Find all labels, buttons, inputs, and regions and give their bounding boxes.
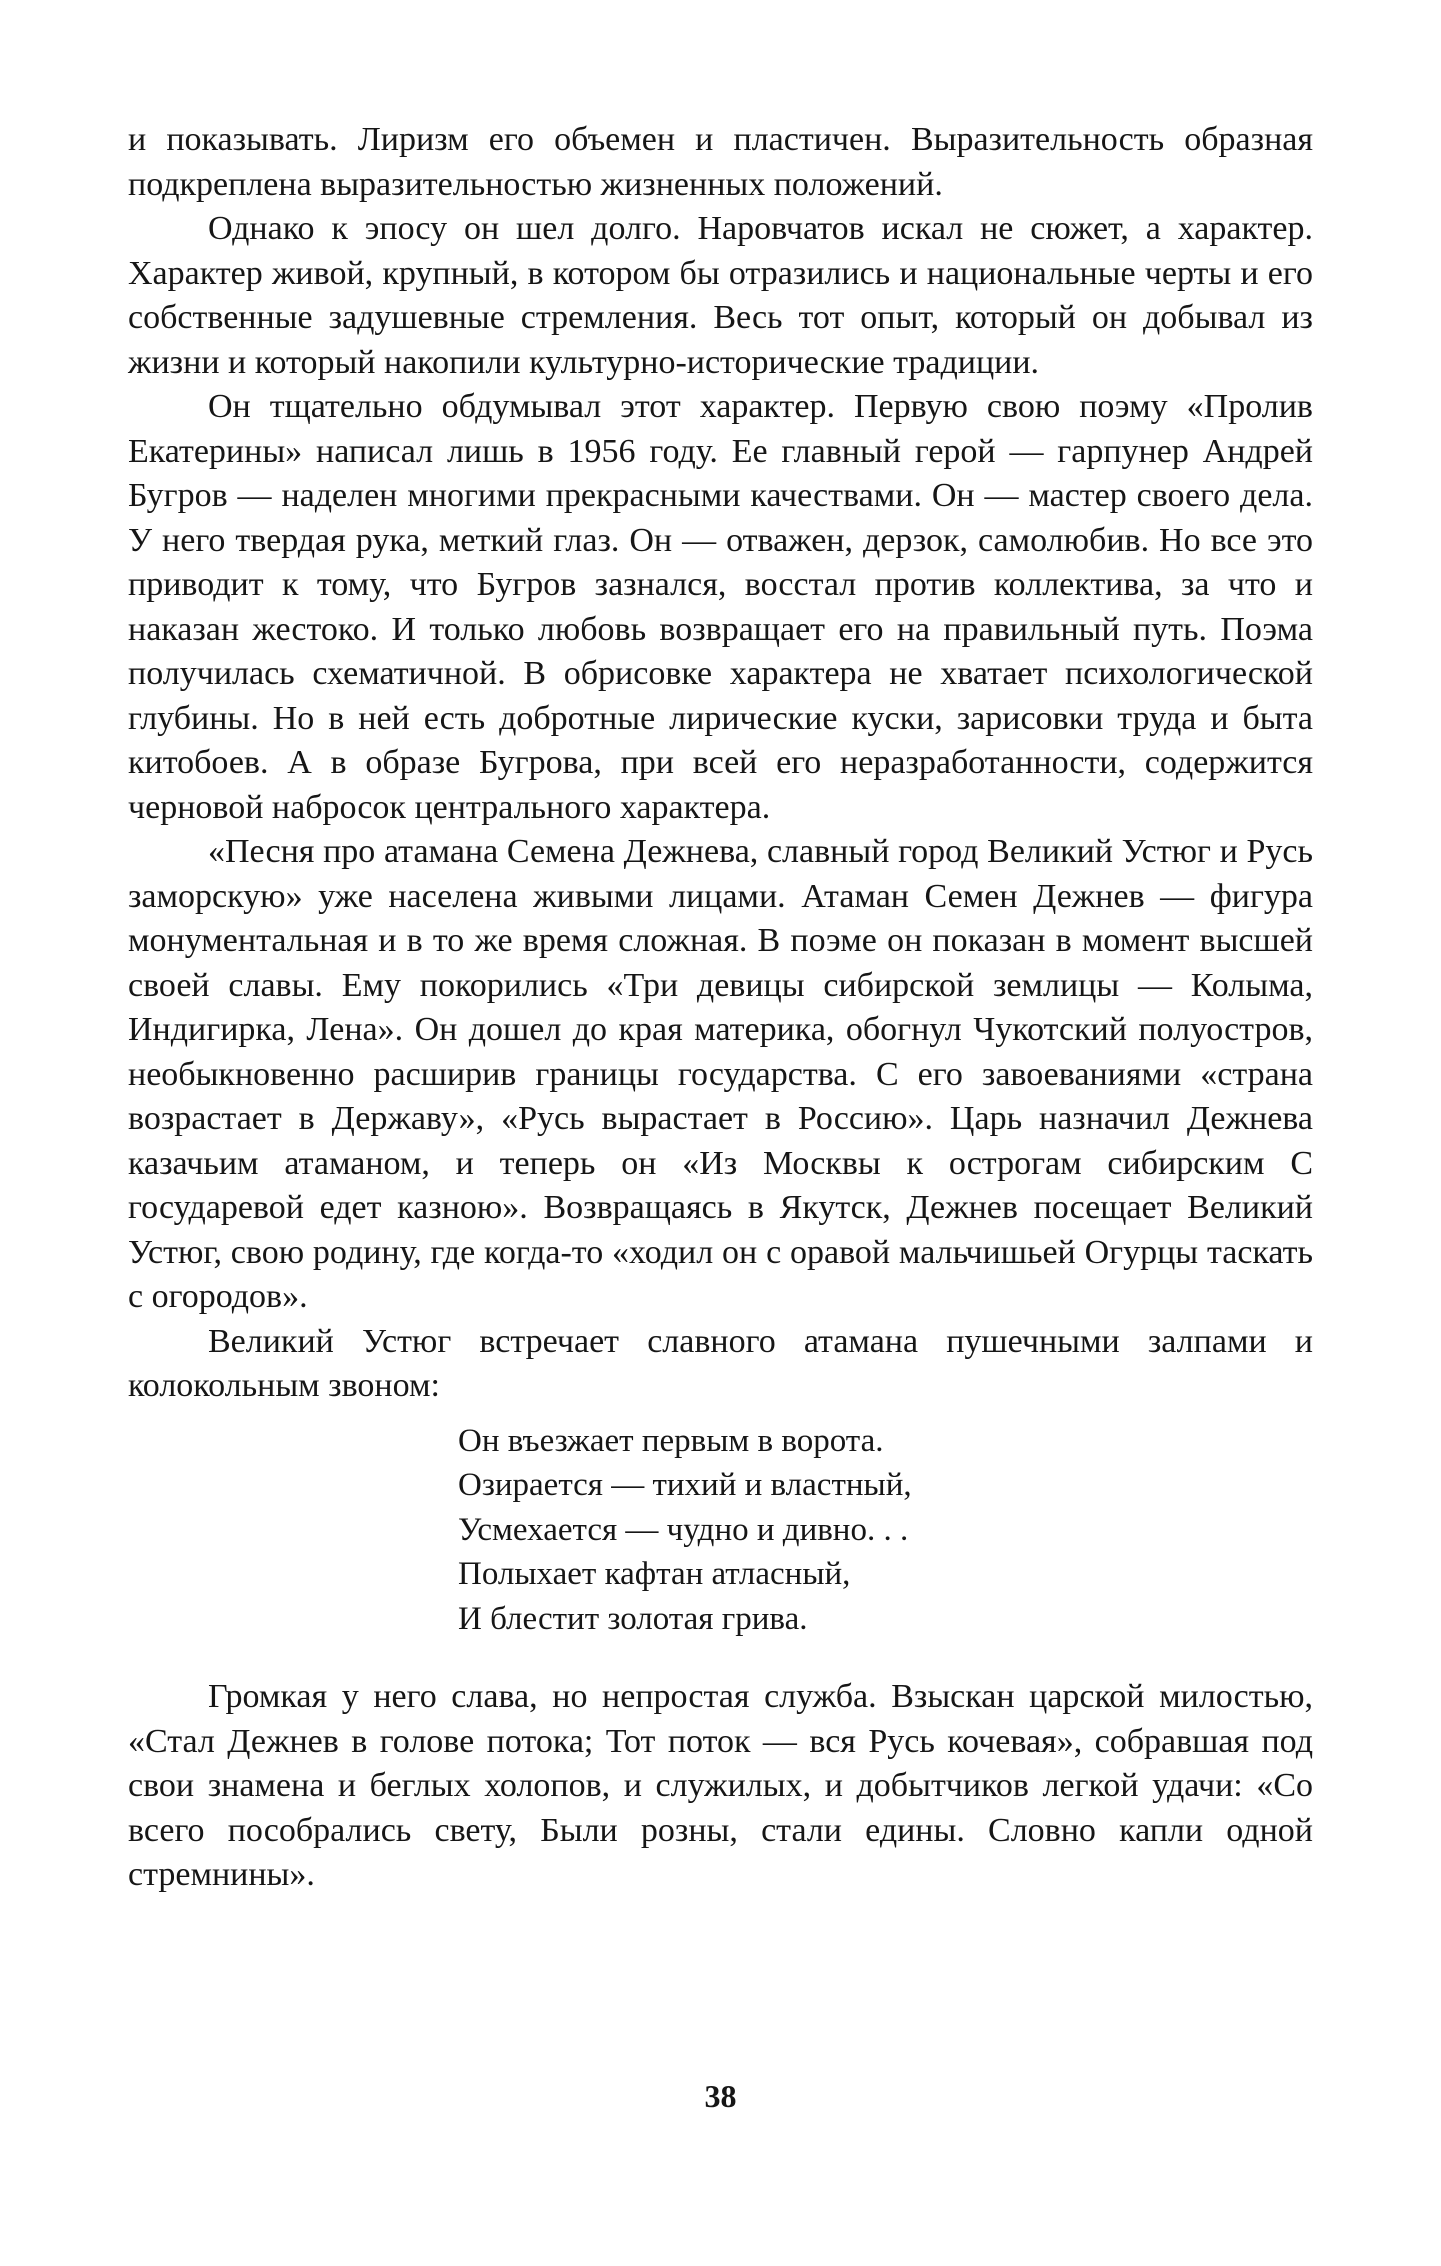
paragraph-4: «Песня про атамана Семена Дежнева, славный город Великий Устюг и Русь заморскую» уже населена живыми лицами. Атаман Семен Дежнев — фигура монументальная и в то же время сложная. В поэме он показан в момент высшей своей славы. Ему покорились «Три девицы сибирской землицы — Колыма, Индигирка, Лена». Он дошел до края материка, обогнул Чукотский полуостров, необыкновенно расширив границы государства. С его завоеваниями «страна возрастает в Державу», «Русь вырастает в Россию». Царь назначил Дежнева казачьим атаманом, и теперь он «Из Москвы к острогам сибирским С государевой едет казною». Возвращаясь в Якутск, Дежнев посещает Великий Устюг, свою родину, где когда-то «ходил он с оравой мальчишьей Огурцы таскать с огородов». (128, 833, 1313, 1315)
paragraph-5: Великий Устюг встречает славного атамана пушечными залпами и колокольным звоном: (128, 1322, 1313, 1404)
paragraph-3: Он тщательно обдумывал этот характер. Первую свою поэму «Пролив Екатерины» написал лишь в 1956 году. Ее главный герой — гарпунер Андрей Бугров — наделен многими прекрасными качествами. Он — мастер своего дела. У него твердая рука, меткий глаз. Он — отважен, дерзок, самолюбив. Но все это приводит к тому, что Бугров зазнался, восстал против коллектива, за что и наказан жестоко. И только любовь возвращает его на правильный путь. Поэма получилась схематичной. В обрисовке характера не хватает психологической глубины. Но в ней есть добротные лирические куски, зарисовки труда и быта китобоев. А в образе Бугрова, при всей его неразработанности, содержится черновой набросок центрального характера. (128, 388, 1313, 826)
poem-line: И блестит золотая грива. (458, 1600, 808, 1637)
poem-quote (458, 1419, 1313, 1642)
page-body (128, 118, 1313, 1898)
poem-line: Он въезжает первым в ворота. (458, 1422, 884, 1459)
paragraph-1: и показывать. Лиризм его объемен и пластичен. Выразительность образная подкреплена выразительностью жизненных положений. (128, 121, 1313, 203)
poem-line: Озирается — тихий и властный, (458, 1467, 912, 1503)
paragraph-2: Однако к эпосу он шел долго. Наровчатов искал не сюжет, а характер. Характер живой, крупный, в котором бы отразились и национальные черты и его собственные задушевные стремления. Весь тот опыт, который он добывал из жизни и который накопили культурно-исторические традиции. (128, 210, 1313, 381)
page-number: 38 (704, 2078, 737, 2114)
poem-line: Усмехается — чудно и дивно. . . (458, 1511, 909, 1548)
paragraph-closing: Громкая у него слава, но непростая служба. Взыскан царской милостью, «Стал Дежнев в голове потока; Тот поток — вся Русь кочевая», собравшая под свои знамена и беглых холопов, и служилых, и добытчиков легкой удачи: «Со всего пособрались свету, Были розны, стали едины. Словно капли одной стремнины». (128, 1678, 1313, 1893)
poem-line: Полыхает кафтан атласный, (458, 1556, 851, 1592)
